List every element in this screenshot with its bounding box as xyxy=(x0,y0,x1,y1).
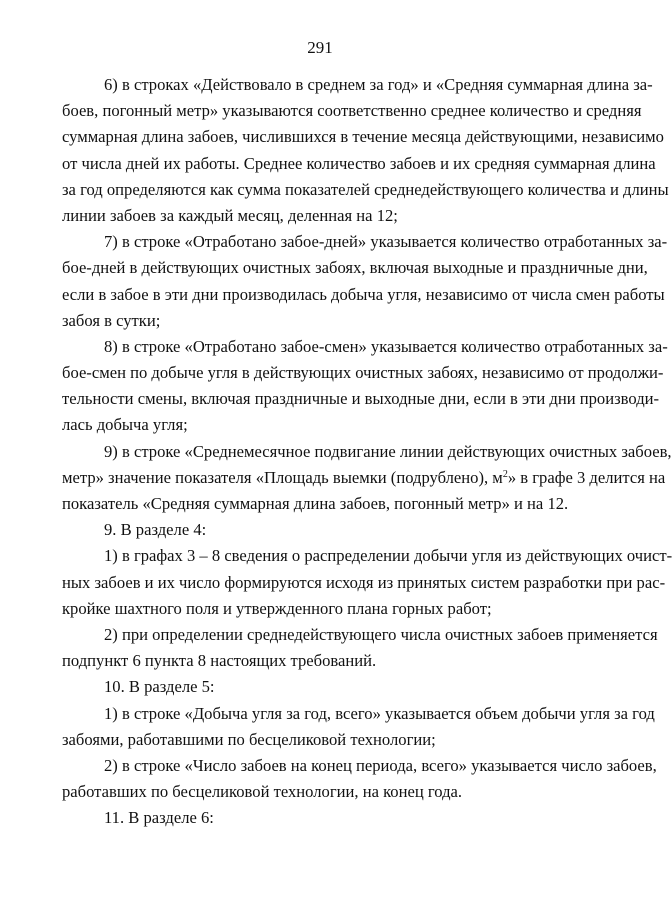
document-body xyxy=(62,72,672,831)
text-line: показатель «Средняя суммарная длина забоев, погонный метр» и на 12. xyxy=(62,494,569,513)
text-line: бое-дней в действующих очистных забоях, включая выходные и праздничные дни, xyxy=(62,258,648,278)
text-line: забоями, работавшими по бесцеликовой технологии; xyxy=(62,729,436,749)
text-line: метр» значение показателя «Площадь выемки (подрублено), $м^2$» в графе 3 делится на xyxy=(62,467,666,487)
text-line: лась добыча угля; xyxy=(62,415,188,435)
text-line: подпункт 6 пункта 8 настоящих требований. xyxy=(62,651,377,671)
text-line: 2) в строке «Число забоев на конец периода, всего» указывается число забоев, xyxy=(104,755,657,775)
text-line: 9) в строке «Среднемесячное подвигание линии действующих очистных забоев, xyxy=(104,441,672,461)
text-line: 1) в строке «Добыча угля за год, всего» указывается объем добычи угля за год xyxy=(104,703,655,723)
text-line: за год определяются как сумма показателей среднедействующего количества и длины xyxy=(62,179,669,199)
text-line: 1) в графах 3 – 8 сведения о распределении добычи угля из действующих очист- xyxy=(104,546,672,566)
text-line: 11. В разделе 6: xyxy=(104,808,214,828)
text-line: тельности смены, включая праздничные и выходные дни, если в эти дни производи- xyxy=(62,389,660,409)
text-line: 8) в строке «Отработано забое-смен» указывается количество отработанных за- xyxy=(104,336,668,356)
text-line: если в забое в эти дни производилась добыча угля, независимо от числа смен работы xyxy=(62,284,665,304)
text-line: линии забоев за каждый месяц, деленная на 12; xyxy=(62,205,398,225)
text-line: 6) в строках «Действовало в среднем за год» и «Средняя суммарная длина за- xyxy=(104,75,653,94)
text-line: работавших по бесцеликовой технологии, на конец года. xyxy=(62,782,463,802)
text-line: кройке шахтного поля и утвержденного плана горных работ; xyxy=(62,598,492,618)
page-number: 291 xyxy=(307,38,333,57)
text-line: суммарная длина забоев, числившихся в течение месяца действующими, независимо xyxy=(62,127,664,147)
text-line: 10. В разделе 5: xyxy=(104,677,215,697)
text-line: от числа дней их работы. Среднее количество забоев и их средняя суммарная длина xyxy=(62,153,656,173)
text-line: бое-смен по добыче угля в действующих очистных забоях, независимо от продолжи- xyxy=(62,363,664,383)
text-line: забоя в сутки; xyxy=(62,310,161,330)
text-line: 2) при определении среднедействующего числа очистных забоев применяется xyxy=(104,624,658,644)
text-line: боев, погонный метр» указываются соответственно среднее количество и средняя xyxy=(62,101,642,121)
superscript: 2 xyxy=(502,468,508,480)
text-line: 7) в строке «Отработано забое-дней» указывается количество отработанных за- xyxy=(104,232,668,252)
text-line: 9. В разделе 4: xyxy=(104,520,207,540)
text-line: ных забоев и их число формируются исходя из принятых систем разработки при рас- xyxy=(62,572,666,592)
